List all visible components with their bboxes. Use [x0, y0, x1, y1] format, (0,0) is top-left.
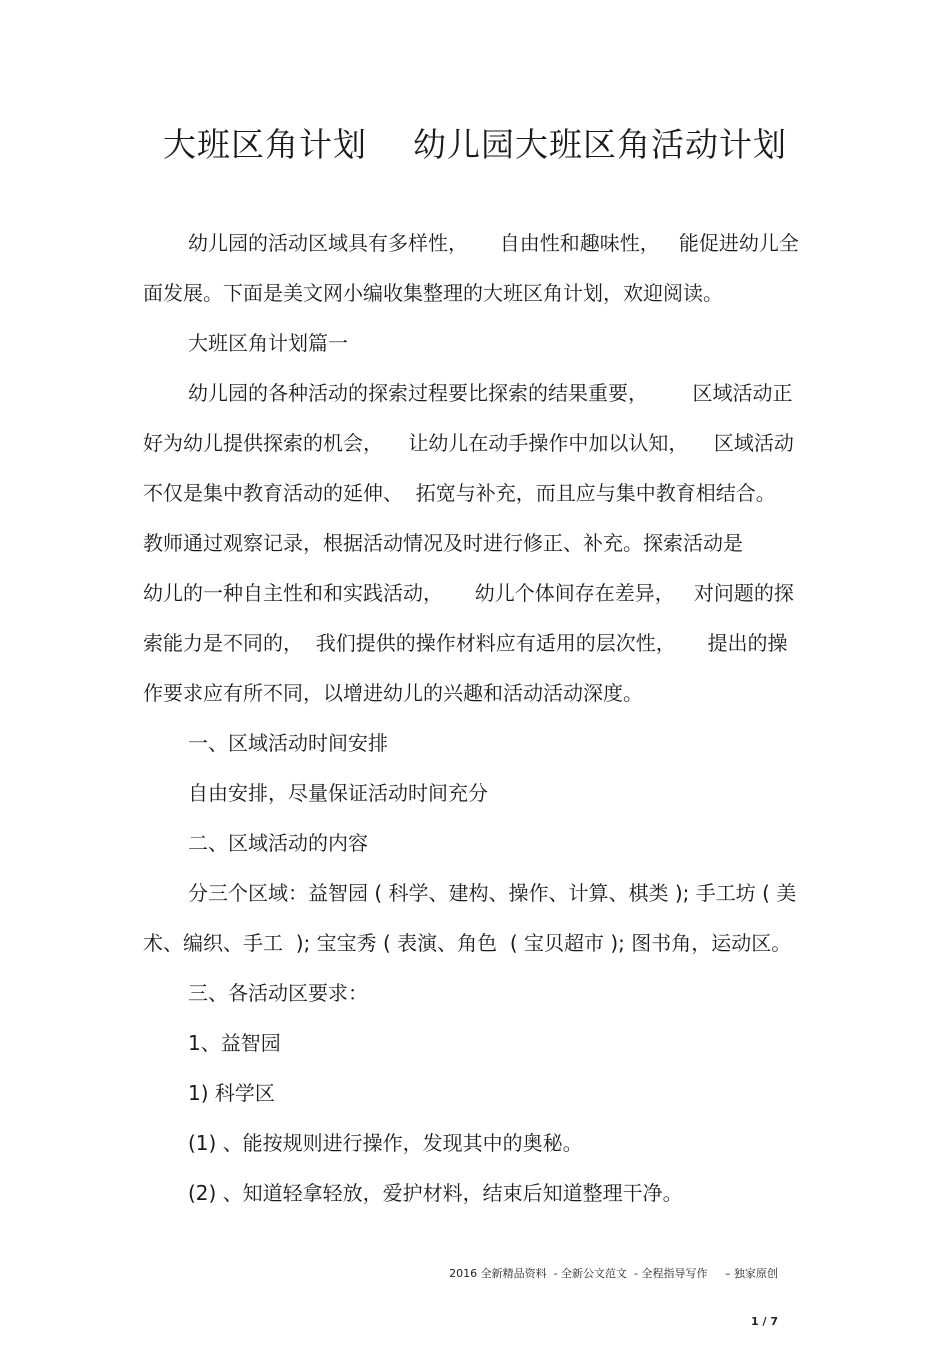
body-line: 术、编织、手工 ); 宝宝秀 ( 表演、角色 ( 宝贝超市 ); 图书角，运动区。 [143, 931, 792, 955]
body-line: 索能力是不同的， 我们提供的操作材料应有适用的层次性， 提出的操 [143, 631, 788, 655]
section-heading: 二、区域活动的内容 [188, 831, 368, 855]
list-item: (1) 、能按规则进行操作，发现其中的奥秘。 [188, 1131, 583, 1155]
body-line: 幼儿园的各种活动的探索过程要比探索的结果重要， 区域活动正 [188, 381, 793, 405]
subsection-heading: 1、益智园 [188, 1031, 281, 1055]
section-heading: 一、区域活动时间安排 [188, 731, 388, 755]
document-body [143, 218, 808, 1218]
page-number: 1 / 7 [751, 1315, 778, 1328]
section-heading: 三、各活动区要求： [188, 981, 368, 1005]
body-line: 不仅是集中教育活动的延伸、 拓宽与补充，而且应与集中教育相结合。 [143, 481, 776, 505]
body-line: 幼儿园的活动区域具有多样性， 自由性和趣味性， 能促进幼儿全 [188, 231, 799, 255]
document-title: 大班区角计划 幼儿园大班区角活动计划 [163, 125, 787, 164]
body-line: 好为幼儿提供探索的机会， 让幼儿在动手操作中加以认知， 区域活动 [143, 431, 794, 455]
body-line: 面发展。下面是美文网小编收集整理的大班区角计划，欢迎阅读。 [143, 281, 723, 305]
body-line: 分三个区域：益智园 ( 科学、建构、操作、计算、棋类 ); 手工坊 ( 美 [188, 881, 797, 905]
body-line: 自由安排，尽量保证活动时间充分 [188, 781, 488, 805]
body-line: 幼儿的一种自主性和和实践活动， 幼儿个体间存在差异， 对问题的探 [143, 581, 794, 605]
subsection-heading: 1) 科学区 [188, 1081, 275, 1105]
page-footer [380, 1234, 778, 1362]
body-line: 教师通过观察记录，根据活动情况及时进行修正、补充。探索活动是 [143, 531, 743, 555]
section-heading: 大班区角计划篇一 [188, 331, 348, 355]
footer-note: 2016 全新精品资料 - 全新公文范文 - 全程指导写作 – 独家原创 [449, 1267, 778, 1280]
list-item: (2) 、知道轻拿轻放，爱护材料，结束后知道整理干净。 [188, 1181, 683, 1205]
body-line: 作要求应有所不同，以增进幼儿的兴趣和活动活动深度。 [143, 681, 643, 705]
